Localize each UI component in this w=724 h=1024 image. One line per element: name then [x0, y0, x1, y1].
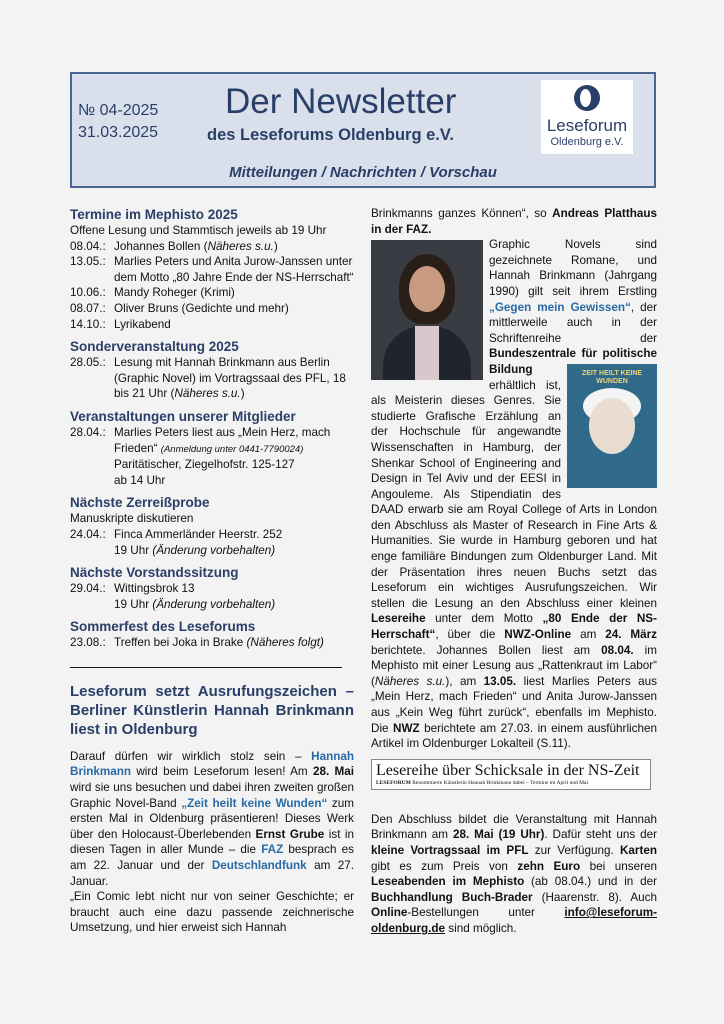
logo-text-name: Leseforum	[546, 116, 628, 135]
article-headline: Leseforum setzt Ausrufungszeichen – Berliner Künstlerin Hannah Brinkmann liest in Oldenburg	[70, 682, 354, 738]
newsletter-tagline: Mitteilungen / Nachrichten / Vorschau	[229, 164, 497, 181]
event-text: Lyrikabend	[114, 317, 171, 331]
issue-info	[78, 100, 158, 144]
right-column	[371, 206, 657, 937]
event-date: 08.07.:	[70, 301, 106, 315]
event-row	[70, 254, 354, 285]
left-column	[70, 206, 354, 936]
event-text: Oliver Bruns (Gedichte und mehr)	[114, 301, 289, 315]
email-link[interactable]: info@leseforum-oldenburg.de	[371, 906, 657, 935]
section-sommerfest	[70, 618, 354, 651]
press-clipping-banner	[371, 759, 651, 790]
newsletter-subtitle: des Leseforums Oldenburg e.V.	[207, 126, 454, 144]
book-cover-image	[567, 364, 657, 488]
event-date: 24.04.:	[70, 527, 106, 541]
section-zerreissprobe	[70, 494, 354, 558]
event-text: Finca Ammerländer Heerstr. 252 19 Uhr (Änderung vorbehalten)	[114, 527, 283, 557]
book-cover-title: ZEIT HEILT KEINE WUNDEN	[581, 369, 643, 385]
event-text: Johannes Bollen (Näheres s.u.)	[114, 239, 278, 253]
event-text: Marlies Peters und Anita Jurow-Janssen unter dem Motto „80 Jahre Ende der NS-Herrschaft“	[114, 255, 354, 284]
event-row	[70, 317, 354, 333]
event-row	[70, 301, 354, 317]
ticket-info-paragraph: Den Abschluss bildet die Veranstaltung mit Hannah Brinkmann am 28. Mai (19 Uhr). Dafür steht uns der kleine Vortragssaal im PFL zur Verfügung. Karten gibt es zum Preis von zehn Euro bei unseren Leseabenden im Mephisto (ab 08.04.) und in der Buchhandlung Buch-Brader (Haarenstr. 8). Auch Online-Bestellungen unter info@leseforum-oldenburg.de sind möglich.	[371, 812, 658, 935]
author-portrait-photo	[371, 240, 483, 380]
article-paragraph: Darauf dürfen wir wirklich stolz sein – Hannah Brinkmann wird beim Leseforum lesen! Am 28. Mai wird sie uns besuchen und dabei ihren zweiten großen Graphic Novel-Band „Zeit heilt keine Wunden“ zum ersten Mal in Oldenburg präsentieren! Dieses Werk über den Holocaust-Überlebenden Ernst Grube ist in diesen Tagen in aller Munde – die FAZ besprach es am 22. Januar und der Deutschlandfunk am 27. Januar.	[70, 749, 355, 888]
divider	[70, 667, 342, 668]
section-heading: Sommerfest des Leseforums	[70, 619, 256, 635]
section-heading: Veranstaltungen unserer Mitglieder	[70, 408, 296, 424]
event-row	[70, 527, 354, 558]
newsletter-title: Der Newsletter	[225, 82, 457, 121]
event-date: 08.04.:	[70, 239, 106, 253]
section-sonder	[70, 338, 354, 402]
section-vorstand	[70, 564, 354, 612]
event-text: Marlies Peters liest aus „Mein Herz, mach Frieden“ (Anmeldung unter 0441-7790024) Paritätischer, Ziegelhofstr. 125-127 ab 14 Uhr	[114, 425, 331, 487]
clipping-subline: LESEFORUM Renommierte Künstlerin Hannah Brinkmann dabei – Termine im April und Mai	[376, 779, 589, 786]
event-row	[70, 581, 354, 612]
event-row	[70, 425, 354, 488]
leseforum-logo	[541, 80, 633, 154]
issue-date: 31.03.2025	[78, 124, 159, 141]
section-heading: Nächste Zerreißprobe	[70, 495, 210, 511]
section-heading: Termine im Mephisto 2025	[70, 207, 238, 222]
newsletter-header	[70, 72, 656, 188]
section-intro: Manuskripte diskutieren	[70, 512, 194, 526]
event-date: 29.04.:	[70, 582, 106, 596]
clipping-headline: Lesereihe über Schicksale in der NS-Zeit	[376, 761, 640, 779]
event-row	[70, 285, 354, 301]
event-date: 14.10.:	[70, 317, 106, 331]
section-heading: Nächste Vorstandssitzung	[70, 565, 239, 581]
logo-emblem-icon	[574, 85, 600, 111]
event-date: 28.05.:	[70, 356, 106, 370]
logo-text-city: Oldenburg e.V.	[550, 136, 624, 148]
section-heading: Sonderveranstaltung 2025	[70, 339, 239, 355]
event-date: 23.08.:	[70, 636, 106, 650]
article-quote: „Ein Comic lebt nicht nur von seiner Geschichte; er braucht auch eine dazu passende zeichnerische Umsetzung, und hier erweist sich Hannah	[70, 890, 354, 935]
article-paragraph: Graphic Novels sind gezeichnete Romane, und Hannah Brinkmann (Jahrgang 1990) gilt seit ihrem Erstling „Gegen mein Gewissen“, der mittlerweile auch in der Schriftenreihe der Bundeszentrale für politische Bildung ZEIT HEILT KEINE WUNDEN erhältlich ist, als Meisterin dieses Genres. Sie studierte Grafische Erzählung an der Hochschule für angewandte Wissenschaften in Hamburg, der Shenkar School of Engineering and Design in Tel Aviv und der EESI in Angouleme. Als Stipendiatin des DAAD erwarb sie am Royal College of Arts in London den Abschluss als Master of Research in Fine Arts & Humanities. Sie wurde in Hamburg geboren und hat enge familiäre Bindungen zum Oldenburger Land. Mit der Präsentation ihres neuen Buchs setzt das Leseforum ein wichtiges Ausrufungszeichen. Wir stellen die Lesung an den Abschluss einer kleinen Lesereihe unter dem Motto „80 Ende der NS-Herrschaft“, über die NWZ-Online am 24. März berichtete. Johannes Bollen liest am 08.04. im Mephisto mit einer Lesung aus „Rattenkraut im Labor“ (Näheres s.u.), am 13.05. liest Marlies Peters aus „Mein Herz, mach Frieden“ und Anita Jurow-Janssen aus „Kein Weg führt zurück“, ebenfalls im Mephisto. Die NWZ berichtete am 27.03. in einem ausführlichen Artikel im Oldenburger Lokalteil (S.11).	[371, 238, 658, 751]
article-continuation: Brinkmanns ganzes Können“, so Andreas Platthaus in der FAZ.	[371, 207, 657, 236]
section-intro: Offene Lesung und Stammtisch jeweils ab 19 Uhr	[70, 224, 327, 237]
section-mephisto	[70, 206, 354, 332]
event-text: Lesung mit Hannah Brinkmann aus Berlin (Graphic Novel) im Vortragssaal des PFL, 18 bis 21 Uhr (Näheres s.u.)	[114, 356, 346, 401]
event-row	[70, 355, 354, 402]
event-date: 28.04.:	[70, 425, 106, 439]
event-row	[70, 635, 354, 651]
event-text: Mandy Roheger (Krimi)	[114, 286, 235, 300]
event-row	[70, 239, 354, 255]
event-date: 10.06.:	[70, 286, 106, 300]
event-text: Treffen bei Joka in Brake (Näheres folgt)	[114, 636, 324, 650]
section-mitglieder	[70, 408, 354, 488]
issue-number: № 04-2025	[78, 102, 159, 119]
event-text: Wittingsbrok 13 19 Uhr (Änderung vorbehalten)	[114, 582, 276, 611]
event-date: 13.05.:	[70, 255, 106, 269]
